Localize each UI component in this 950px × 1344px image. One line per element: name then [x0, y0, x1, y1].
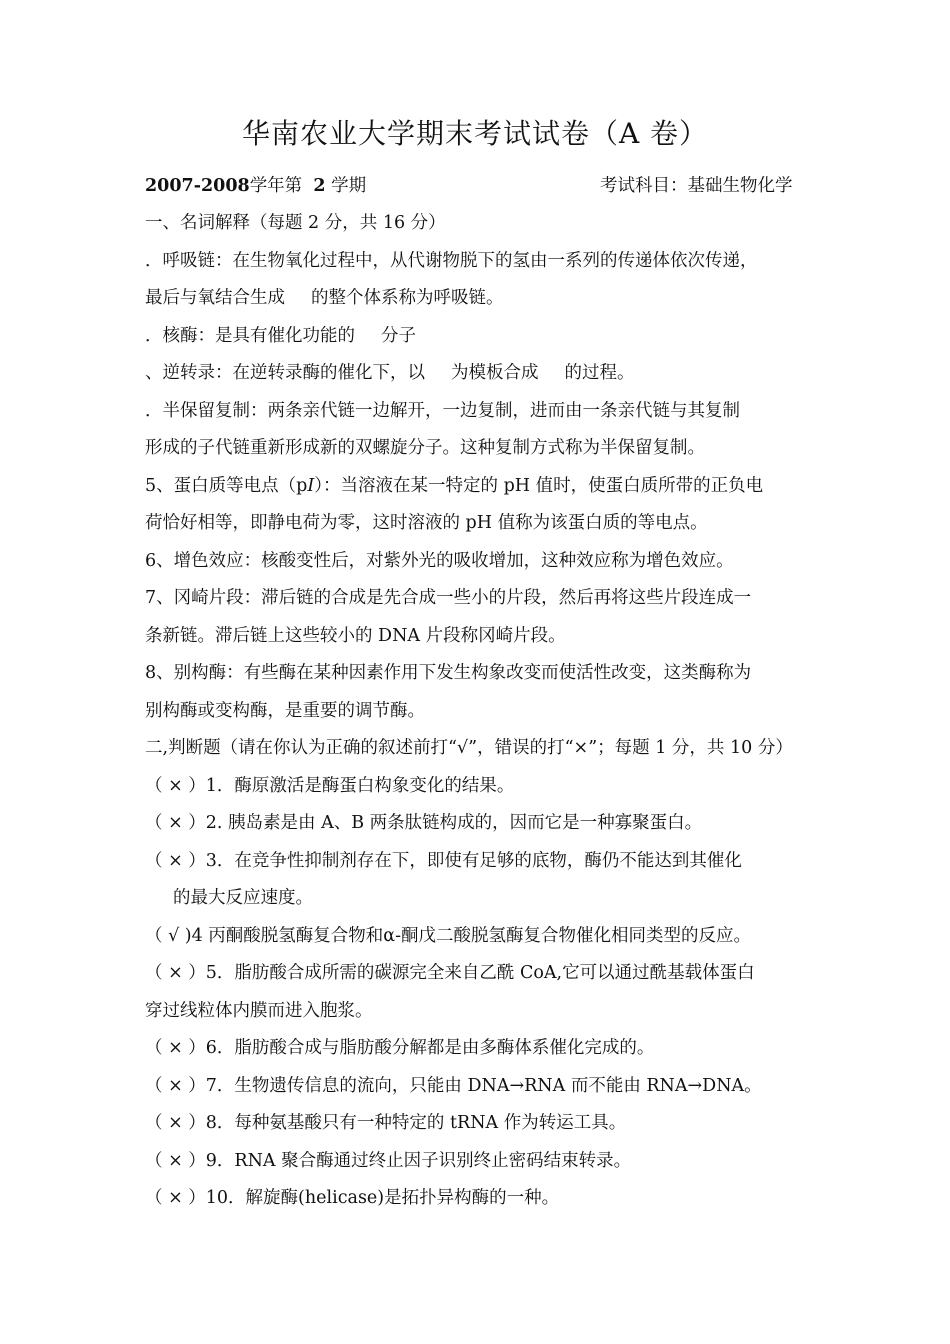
section2-heading: 二,判断题（请在你认为正确的叙述前打“√”，错误的打“×”；每题 1 分，共 10 分） [145, 738, 793, 758]
definition-7-line-1: 7、冈崎片段：滞后链的合成是先合成一些小的片段，然后再将这些片段连成一 [145, 588, 752, 608]
definition-1-text-b: 的整个体系称为呼吸链。 [311, 288, 504, 308]
judgement-5-line-1: （ × ）5．脂肪酸合成所需的碳源完全来自乙酰 CoA,它可以通过酰基载体蛋白 [145, 963, 755, 983]
definition-1-line-1: ．呼吸链：在生物氧化过程中，从代谢物脱下的氢由一系列的传递体依次传递， [145, 251, 758, 271]
judgement-10: （ × ）10．解旋酶(helicase)是拓扑异构酶的一种。 [145, 1188, 560, 1208]
judgement-9: （ × ）9．RNA 聚合酶通过终止因子识别终止密码结束转录。 [145, 1151, 632, 1171]
academic-year-suffix: 学年第 [249, 176, 303, 196]
definition-8-line-1: 8、别构酶：有些酶在某种因素作用下发生构象改变而使活性改变，这类酶称为 [145, 663, 752, 683]
exam-title: 华南农业大学期末考试试卷（A 卷） [241, 117, 709, 150]
definition-3-line [145, 359, 810, 384]
judgement-3-line-1: （ × ）3．在竞争性抑制剂存在下，即使有足够的底物，酶仍不能达到其催化 [145, 851, 742, 871]
definition-8-line-2: 别构酶或变构酶，是重要的调节酶。 [145, 701, 425, 721]
judgement-3-line-2: 的最大反应速度。 [173, 888, 313, 908]
definition-4-line-2: 形成的子代链重新形成新的双螺旋分子。这种复制方式称为半保留复制。 [145, 438, 705, 458]
definition-3-text-c: 的过程。 [564, 363, 635, 383]
term-suffix: 学期 [331, 176, 367, 196]
definition-2-text-a: ．核酶：是具有催化功能的 [145, 326, 355, 346]
definition-1-line-2 [145, 284, 810, 309]
definition-2-text-b: 分子 [381, 326, 416, 346]
exam-header [145, 172, 810, 197]
judgement-2: （ × ）2. 胰岛素是由 A、B 两条肽链构成的，因而它是一种寡聚蛋白。 [145, 813, 703, 833]
judgement-5-line-2: 穿过线粒体内膜而进入胞浆。 [145, 1001, 373, 1021]
definition-5-text-b: ）：当溶液在某一特定的 pH 值时，使蛋白质所带的正负电 [314, 476, 764, 496]
judgement-7: （ × ）7．生物遗传信息的流向，只能由 DNA→RNA 而不能由 RNA→DNA。 [145, 1076, 762, 1096]
definition-5-line-1 [145, 472, 810, 497]
definition-5-text-a: 5、蛋白质等电点（p [145, 476, 308, 496]
subject-label: 考试科目： [600, 176, 688, 196]
definition-4-line-1: ．半保留复制：两条亲代链一边解开，一边复制，进而由一条亲代链与其复制 [145, 401, 740, 421]
exam-subject [600, 172, 810, 197]
definition-6-line: 6、增色效应：核酸变性后，对紫外光的吸收增加，这种效应称为增色效应。 [145, 551, 734, 571]
definition-2-line [145, 322, 810, 347]
judgement-8: （ × ）8．每种氨基酸只有一种特定的 tRNA 作为转运工具。 [145, 1113, 627, 1133]
definition-5-line-2: 荷恰好相等，即静电荷为零，这时溶液的 pH 值称为该蛋白质的等电点。 [145, 513, 708, 533]
definition-3-text-a: 、逆转录：在逆转录酶的催化下，以 [145, 363, 425, 383]
definition-7-line-2: 条新链。滞后链上这些较小的 DNA 片段称冈崎片段。 [145, 626, 566, 646]
definition-3-text-b: 为模板合成 [451, 363, 539, 383]
section1-heading: 一、名词解释（每题 2 分，共 16 分） [145, 213, 446, 233]
judgement-4: （ √ )4 丙酮酸脱氢酶复合物和α-酮戊二酸脱氢酶复合物催化相同类型的反应。 [145, 926, 752, 946]
judgement-1: （ × ）1．酶原激活是酶蛋白构象变化的结果。 [145, 776, 515, 796]
definition-5-italic-i: I [307, 476, 315, 496]
term-number: 2 [313, 176, 326, 196]
subject-value: 基础生物化学 [688, 172, 811, 197]
judgement-6: （ × ）6．脂肪酸合成与脂肪酸分解都是由多酶体系催化完成的。 [145, 1038, 655, 1058]
academic-year: 2007-2008 [145, 176, 250, 196]
definition-1-text-a: 最后与氧结合生成 [145, 288, 285, 308]
